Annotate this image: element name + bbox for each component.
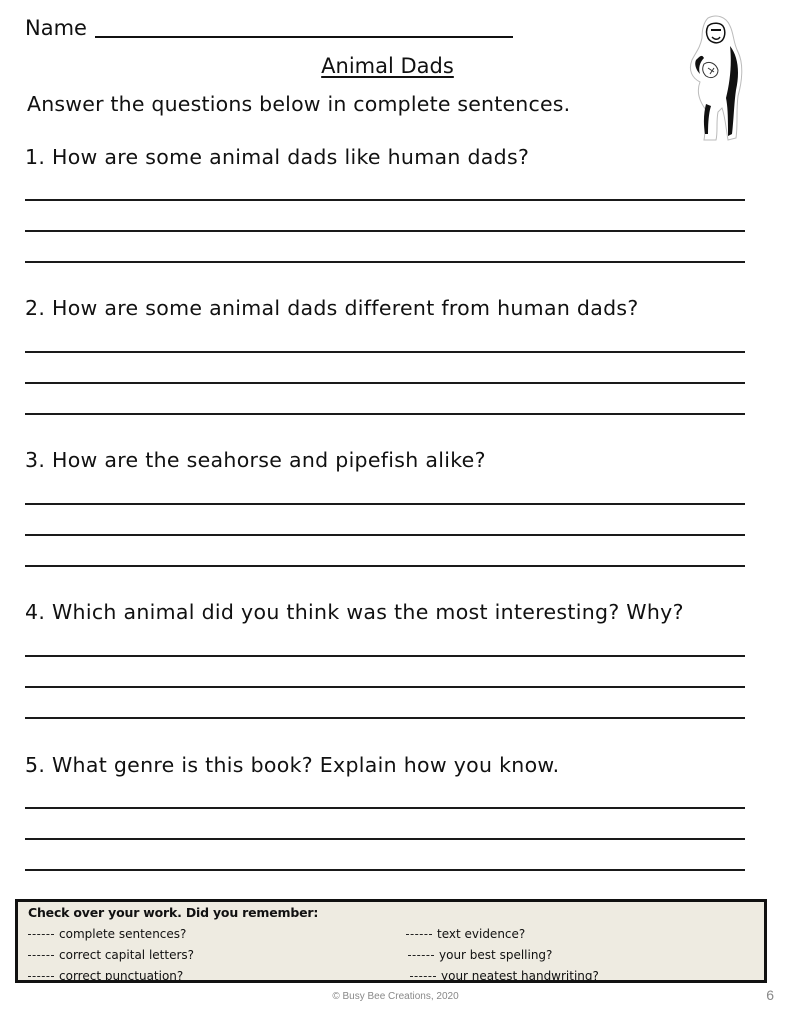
answer-line-q1-3[interactable]: [25, 261, 745, 263]
question-1: 1. How are some animal dads like human dads?: [25, 145, 530, 169]
check-blank[interactable]: [28, 955, 54, 956]
answer-line-q5-3[interactable]: [25, 869, 745, 871]
name-write-line[interactable]: [95, 36, 513, 38]
answer-line-q4-2[interactable]: [25, 686, 745, 688]
answer-line-q5-2[interactable]: [25, 838, 745, 840]
checklist-item[interactable]: your neatest handwriting?: [410, 969, 599, 983]
question-4: 4. Which animal did you think was the most interesting? Why?: [25, 600, 684, 624]
answer-line-q5-1[interactable]: [25, 807, 745, 809]
checklist-item[interactable]: correct punctuation?: [28, 969, 183, 983]
instructions: Answer the questions below in complete sentences.: [27, 92, 571, 116]
check-blank[interactable]: [406, 934, 432, 935]
checklist-heading: Check over your work. Did you remember:: [28, 905, 319, 920]
gorilla-holding-baby-icon: [678, 12, 748, 147]
checklist-item[interactable]: text evidence?: [406, 927, 525, 941]
answer-line-q3-1[interactable]: [25, 503, 745, 505]
answer-line-q2-3[interactable]: [25, 413, 745, 415]
answer-line-q1-2[interactable]: [25, 230, 745, 232]
self-check-box: [15, 899, 767, 983]
answer-line-q4-1[interactable]: [25, 655, 745, 657]
answer-line-q2-2[interactable]: [25, 382, 745, 384]
answer-line-q1-1[interactable]: [25, 199, 745, 201]
answer-line-q2-1[interactable]: [25, 351, 745, 353]
page-number: 6: [766, 987, 774, 1003]
question-2: 2. How are some animal dads different from human dads?: [25, 296, 639, 320]
answer-line-q3-2[interactable]: [25, 534, 745, 536]
question-5: 5. What genre is this book? Explain how you know.: [25, 753, 560, 777]
name-label: Name: [25, 16, 87, 40]
name-field-row: [25, 16, 513, 40]
worksheet-title: Animal Dads: [321, 54, 454, 78]
checklist-item[interactable]: complete sentences?: [28, 927, 186, 941]
check-blank[interactable]: [28, 976, 54, 977]
question-3: 3. How are the seahorse and pipefish alike?: [25, 448, 486, 472]
check-blank[interactable]: [410, 976, 436, 977]
check-blank[interactable]: [28, 934, 54, 935]
checklist-item[interactable]: correct capital letters?: [28, 948, 194, 962]
copyright-footer: © Busy Bee Creations, 2020: [332, 991, 459, 1002]
check-blank[interactable]: [408, 955, 434, 956]
answer-line-q4-3[interactable]: [25, 717, 745, 719]
checklist-item[interactable]: your best spelling?: [408, 948, 552, 962]
answer-line-q3-3[interactable]: [25, 565, 745, 567]
